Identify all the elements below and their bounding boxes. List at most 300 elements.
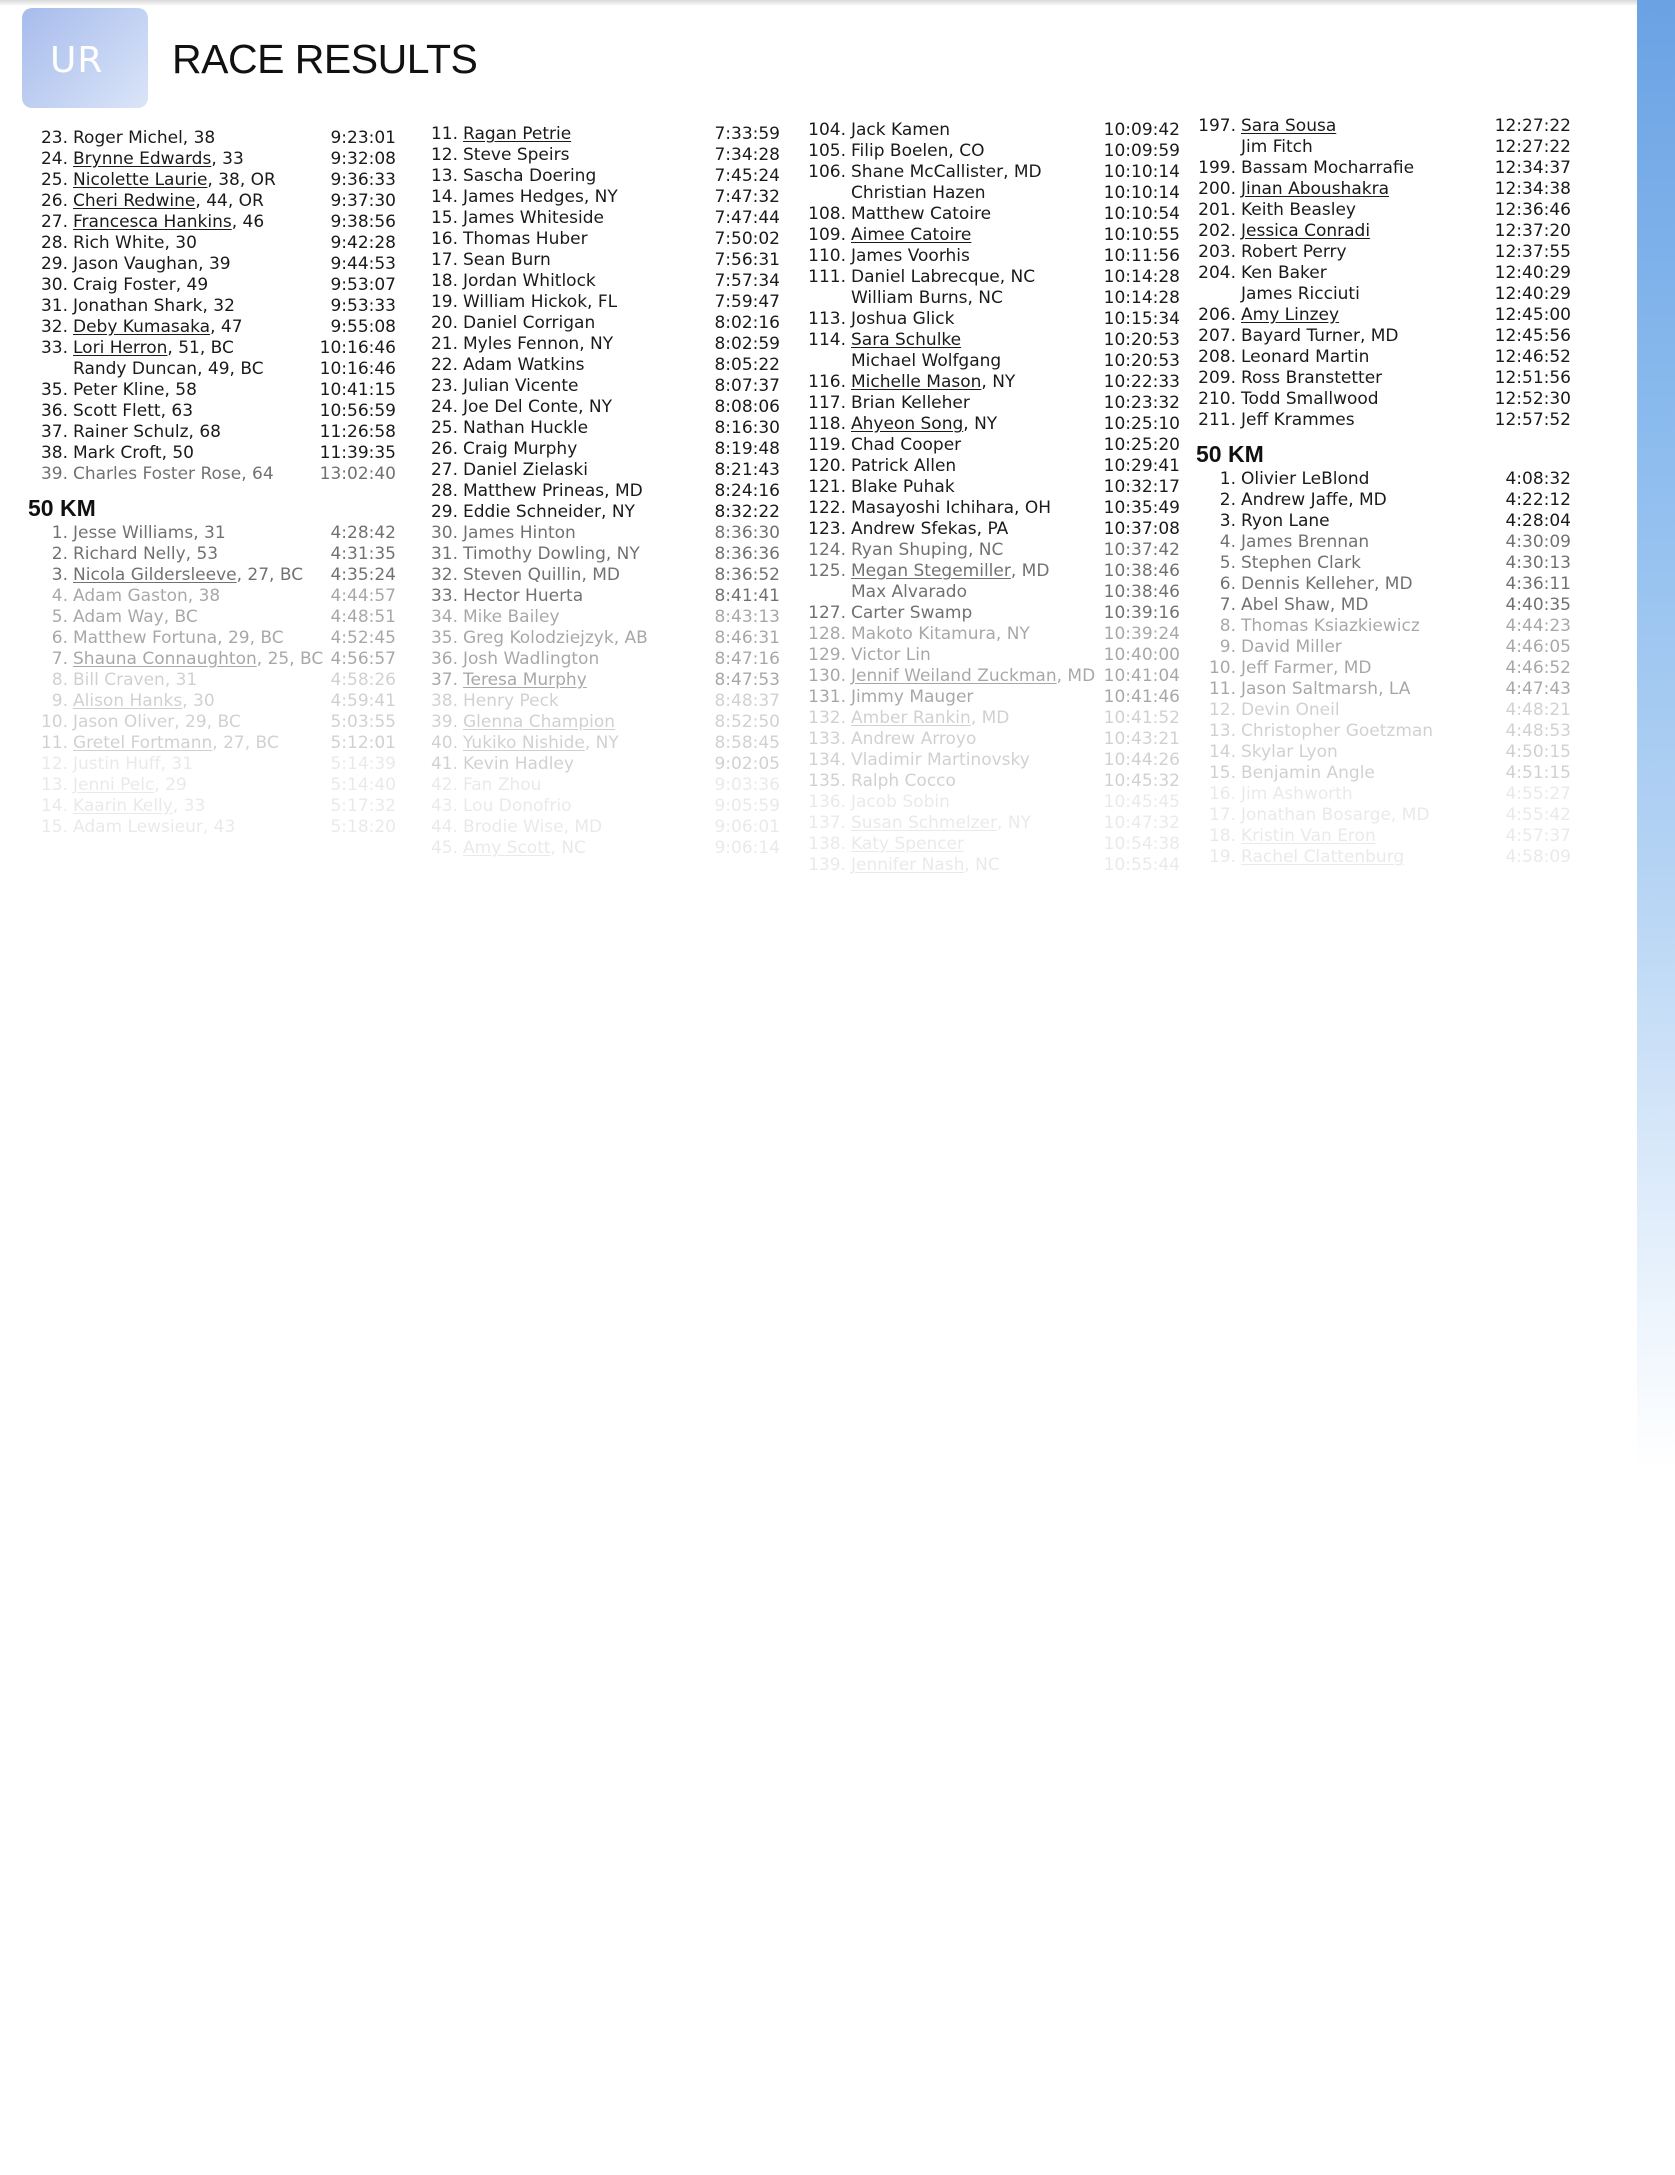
result-row [806, 771, 1180, 792]
runner-name: Henry Peck [463, 691, 559, 711]
result-place: 211. [1198, 410, 1236, 430]
runner-name: Jim Fitch [1241, 137, 1313, 157]
finish-time: 9:32:08 [330, 149, 396, 169]
runner-name: Jessica Conradi [1241, 221, 1371, 241]
result-place: 17. [430, 250, 458, 270]
finish-time: 7:59:47 [714, 292, 780, 312]
result-row [418, 586, 780, 607]
result-place: 19. [1208, 847, 1236, 867]
result-place: 15. [40, 817, 68, 837]
result-place: 6. [1219, 574, 1236, 594]
result-row [1196, 200, 1571, 221]
result-row [418, 838, 780, 859]
runner-name: Sean Burn [463, 250, 551, 270]
result-row [1196, 511, 1571, 532]
finish-time: 8:32:22 [714, 502, 780, 522]
finish-time: 9:06:14 [714, 838, 780, 858]
runner-name: Jason Saltmarsh [1241, 679, 1379, 699]
result-row [806, 141, 1180, 162]
result-row [1196, 763, 1571, 784]
finish-time: 4:44:57 [330, 586, 396, 606]
runner-name: Ryan Shuping [851, 540, 968, 560]
result-row [28, 149, 396, 170]
runner-details: , PA [976, 519, 1009, 539]
runner-details: , 46 [231, 212, 265, 232]
finish-time: 9:38:56 [330, 212, 396, 232]
runner-name: Jack Kamen [851, 120, 951, 140]
result-place: 33. [40, 338, 68, 358]
finish-time: 10:37:08 [1103, 519, 1180, 539]
result-row [28, 817, 396, 838]
result-place: 11. [430, 124, 458, 144]
runner-name: Joe Del Conte [463, 397, 579, 417]
finish-time: 8:24:16 [714, 481, 780, 501]
runner-name: Kaarin Kelly [73, 796, 173, 816]
result-place: 7. [1219, 595, 1236, 615]
finish-time: 4:55:42 [1505, 805, 1571, 825]
runner-name: Rachel Clattenburg [1241, 847, 1405, 867]
result-place: 31. [40, 296, 68, 316]
runner-name: Greg Kolodziejzyk [463, 628, 614, 648]
runner-name: Christopher Goetzman [1241, 721, 1434, 741]
runner-details: , 68 [188, 422, 221, 442]
runner-name: Steven Quillin [463, 565, 582, 585]
result-place: 2. [51, 544, 68, 564]
runner-details: , 33 [211, 149, 244, 169]
result-row [418, 250, 780, 271]
runner-name: Jonathan Bosarge [1241, 805, 1391, 825]
result-place: 24. [40, 149, 68, 169]
result-row [1196, 389, 1571, 410]
result-place: 18. [430, 271, 458, 291]
result-row [1196, 305, 1571, 326]
result-place: 9. [1219, 637, 1236, 657]
result-row [28, 128, 396, 149]
finish-time: 10:20:53 [1103, 351, 1180, 371]
runner-details: , 38 [182, 128, 216, 148]
runner-name: Sascha Doering [463, 166, 597, 186]
runner-name: Gretel Fortmann [73, 733, 213, 753]
runner-name: Jonathan Shark [73, 296, 203, 316]
finish-time: 10:22:33 [1103, 372, 1180, 392]
logo-text: UR [50, 40, 104, 81]
finish-time: 4:58:26 [330, 670, 396, 690]
runner-name: Jennif Weiland Zuckman [851, 666, 1057, 686]
result-row [806, 540, 1180, 561]
runner-name: Richard Nelly [73, 544, 186, 564]
finish-time: 4:46:52 [1505, 658, 1571, 678]
runner-name: Masayoshi Ichihara [851, 498, 1015, 518]
result-row [28, 544, 396, 565]
runner-details: , NY [995, 624, 1030, 644]
result-place: 135. [808, 771, 846, 791]
result-place: 206. [1198, 305, 1236, 325]
runner-name: Bassam Mocharrafie [1241, 158, 1415, 178]
result-row [1196, 532, 1571, 553]
result-place: 18. [1208, 826, 1236, 846]
finish-time: 10:16:46 [319, 359, 396, 379]
finish-time: 11:26:58 [319, 422, 396, 442]
runner-name: Michael Wolfgang [851, 351, 1002, 371]
runner-name: Roger Michel [73, 128, 183, 148]
result-row [1196, 574, 1571, 595]
result-place: 16. [1208, 784, 1236, 804]
result-place: 25. [430, 418, 458, 438]
finish-time: 4:47:43 [1505, 679, 1571, 699]
finish-time: 10:47:32 [1103, 813, 1180, 833]
finish-time: 10:29:41 [1103, 456, 1180, 476]
runner-name: Yukiko Nishide [463, 733, 585, 753]
result-place: 43. [430, 796, 458, 816]
finish-time: 7:56:31 [714, 250, 780, 270]
result-row [28, 649, 396, 670]
runner-details: , AB [613, 628, 648, 648]
runner-name: Jimmy Mauger [851, 687, 974, 707]
runner-name: Scott Flett [73, 401, 161, 421]
result-row [418, 628, 780, 649]
result-place: 33. [430, 586, 458, 606]
result-row [1196, 700, 1571, 721]
runner-details: , NC [967, 288, 1003, 308]
runner-name: Charles Foster Rose [73, 464, 242, 484]
finish-time: 8:19:48 [714, 439, 780, 459]
runner-details: , MD [1332, 658, 1372, 678]
result-row [28, 607, 396, 628]
finish-time: 8:36:36 [714, 544, 780, 564]
runner-details: , 47 [210, 317, 243, 337]
finish-time: 11:39:35 [319, 443, 396, 463]
finish-time: 10:35:49 [1103, 498, 1180, 518]
runner-name: Jinan Aboushakra [1241, 179, 1390, 199]
runner-name: David Miller [1241, 637, 1342, 657]
runner-details: , NY [584, 733, 619, 753]
result-row [28, 317, 396, 338]
result-place: 21. [430, 334, 458, 354]
runner-details: , NC [967, 540, 1004, 560]
finish-time: 10:09:59 [1103, 141, 1180, 161]
runner-details: , 29 [154, 775, 187, 795]
finish-time: 8:41:41 [714, 586, 780, 606]
finish-time: 9:02:05 [714, 754, 780, 774]
result-place: 109. [808, 225, 846, 245]
result-row [418, 271, 780, 292]
result-place: 120. [808, 456, 846, 476]
finish-time: 4:08:32 [1505, 469, 1571, 489]
result-row [806, 267, 1180, 288]
finish-time: 7:47:44 [714, 208, 780, 228]
runner-name: Nicolette Laurie [73, 170, 208, 190]
result-place: 133. [808, 729, 846, 749]
runner-name: William Burns [851, 288, 968, 308]
runner-name: Julian Vicente [463, 376, 579, 396]
runner-details: , FL [587, 292, 618, 312]
runner-details: , CO [948, 141, 985, 161]
result-row [806, 561, 1180, 582]
page-edge-gradient [1637, 0, 1675, 1470]
result-place: 125. [808, 561, 846, 581]
result-place: 11. [40, 733, 68, 753]
result-place: 2. [1219, 490, 1236, 510]
result-row [418, 439, 780, 460]
runner-name: Thomas Huber [463, 229, 588, 249]
result-place: 116. [808, 372, 846, 392]
result-place: 6. [51, 628, 68, 648]
runner-details: , 27, BC [236, 565, 304, 585]
result-place: 113. [808, 309, 846, 329]
result-row [1196, 826, 1571, 847]
result-row [418, 691, 780, 712]
result-place: 16. [430, 229, 458, 249]
result-place: 35. [40, 380, 68, 400]
finish-time: 4:58:09 [1505, 847, 1571, 867]
finish-time: 12:51:56 [1494, 368, 1571, 388]
finish-time: 8:02:16 [714, 313, 780, 333]
result-row [28, 523, 396, 544]
runner-details: , LA [1378, 679, 1411, 699]
finish-time: 12:40:29 [1494, 284, 1571, 304]
result-row [1196, 553, 1571, 574]
result-row [418, 607, 780, 628]
runner-details: , NY [963, 414, 998, 434]
finish-time: 10:15:34 [1103, 309, 1180, 329]
result-place: 131. [808, 687, 846, 707]
result-place: 38. [40, 443, 68, 463]
result-place: 19. [430, 292, 458, 312]
finish-time: 9:55:08 [330, 317, 396, 337]
result-row [806, 435, 1180, 456]
finish-time: 12:37:55 [1494, 242, 1571, 262]
runner-details: , 49, BC [197, 359, 264, 379]
runner-name: Jesse Williams [73, 523, 194, 543]
result-row [1196, 179, 1571, 200]
finish-time: 8:07:37 [714, 376, 780, 396]
result-place: 11. [1208, 679, 1236, 699]
finish-time: 10:41:04 [1103, 666, 1180, 686]
runner-name: Deby Kumasaka [73, 317, 211, 337]
result-place: 39. [430, 712, 458, 732]
runner-name: Olivier LeBlond [1241, 469, 1370, 489]
result-place: 27. [40, 212, 68, 232]
finish-time: 12:45:00 [1494, 305, 1571, 325]
result-row [1196, 137, 1571, 158]
runner-name: Filip Boelen [851, 141, 949, 161]
runner-details: , 53 [185, 544, 219, 564]
result-place: 35. [430, 628, 458, 648]
result-row [1196, 679, 1571, 700]
result-place: 12. [40, 754, 68, 774]
finish-time: 12:52:30 [1494, 389, 1571, 409]
result-place: 8. [51, 670, 68, 690]
result-place: 3. [51, 565, 68, 585]
result-row [806, 204, 1180, 225]
result-place: 137. [808, 813, 846, 833]
runner-name: Ralph Cocco [851, 771, 956, 791]
finish-time: 12:27:22 [1494, 116, 1571, 136]
runner-name: William Hickok [463, 292, 588, 312]
runner-name: Shauna Connaughton [73, 649, 257, 669]
runner-name: Brian Kelleher [851, 393, 970, 413]
result-place: 40. [430, 733, 458, 753]
result-place: 14. [40, 796, 68, 816]
finish-time: 4:35:24 [330, 565, 396, 585]
runner-details: , MD [563, 817, 603, 837]
results-column-3 [806, 120, 1180, 876]
result-place: 32. [40, 317, 68, 337]
results-list-50km [1196, 469, 1571, 868]
runner-name: Jeff Farmer [1241, 658, 1333, 678]
result-row [806, 288, 1180, 309]
finish-time: 10:40:00 [1103, 645, 1180, 665]
runner-name: Josh Wadlington [463, 649, 600, 669]
finish-time: 4:55:27 [1505, 784, 1571, 804]
result-place: 130. [808, 666, 846, 686]
finish-time: 5:17:32 [330, 796, 396, 816]
result-row [1196, 410, 1571, 431]
runner-name: Dennis Kelleher [1241, 574, 1374, 594]
result-row [418, 481, 780, 502]
results-list [806, 120, 1180, 876]
runner-details: , MD [1056, 666, 1096, 686]
finish-time: 10:10:14 [1103, 162, 1180, 182]
result-place: 29. [430, 502, 458, 522]
finish-time: 10:10:55 [1103, 225, 1180, 245]
result-row [418, 460, 780, 481]
finish-time: 12:36:46 [1494, 200, 1571, 220]
finish-time: 9:37:30 [330, 191, 396, 211]
result-place: 30. [40, 275, 68, 295]
runner-name: Mark Croft [73, 443, 162, 463]
section-heading-50km: 50 KM [1196, 441, 1264, 467]
runner-name: Patrick Allen [851, 456, 957, 476]
page-top-shadow [0, 0, 1637, 6]
result-row [1196, 347, 1571, 368]
result-row [418, 712, 780, 733]
results-list [1196, 116, 1571, 431]
result-place: 134. [808, 750, 846, 770]
result-place: 209. [1198, 368, 1236, 388]
runner-name: Victor Lin [851, 645, 931, 665]
runner-name: Myles Fennon [463, 334, 580, 354]
runner-name: Lori Herron [73, 338, 168, 358]
result-place: 1. [1219, 469, 1236, 489]
runner-name: Matthew Catoire [851, 204, 992, 224]
finish-time: 4:40:35 [1505, 595, 1571, 615]
finish-time: 5:14:39 [330, 754, 396, 774]
result-place: 10. [1208, 658, 1236, 678]
finish-time: 10:41:15 [319, 380, 396, 400]
finish-time: 10:54:38 [1103, 834, 1180, 854]
finish-time: 8:58:45 [714, 733, 780, 753]
result-place: 3. [1219, 511, 1236, 531]
runner-name: Devin Oneil [1241, 700, 1340, 720]
result-row [806, 582, 1180, 603]
result-place: 14. [430, 187, 458, 207]
finish-time: 12:34:38 [1494, 179, 1571, 199]
result-row [806, 792, 1180, 813]
result-row [806, 309, 1180, 330]
finish-time: 4:44:23 [1505, 616, 1571, 636]
result-place: 9. [51, 691, 68, 711]
runner-name: Randy Duncan [73, 359, 198, 379]
finish-time: 4:48:53 [1505, 721, 1571, 741]
runner-name: Timothy Dowling [463, 544, 606, 564]
result-row [28, 380, 396, 401]
runner-details: , 25, BC [256, 649, 324, 669]
runner-details: , MD [1359, 326, 1399, 346]
runner-name: Amy Linzey [1241, 305, 1340, 325]
result-row [418, 229, 780, 250]
finish-time: 4:36:11 [1505, 574, 1571, 594]
result-place: 20. [430, 313, 458, 333]
result-row [806, 624, 1180, 645]
result-place: 25. [40, 170, 68, 190]
runner-details: , NY [981, 372, 1016, 392]
result-row [418, 355, 780, 376]
runner-name: Brynne Edwards [73, 149, 212, 169]
finish-time: 12:37:20 [1494, 221, 1571, 241]
runner-details: , 63 [160, 401, 194, 421]
result-row [28, 170, 396, 191]
finish-time: 10:45:45 [1103, 792, 1180, 812]
finish-time: 10:37:42 [1103, 540, 1180, 560]
result-place: 202. [1198, 221, 1236, 241]
result-place: 27. [430, 460, 458, 480]
finish-time: 8:46:31 [714, 628, 780, 648]
result-place: 132. [808, 708, 846, 728]
runner-name: Rich White [73, 233, 165, 253]
runner-name: Andrew Jaffe [1241, 490, 1349, 510]
result-place: 45. [430, 838, 458, 858]
result-place: 129. [808, 645, 846, 665]
result-row [418, 754, 780, 775]
result-place: 22. [430, 355, 458, 375]
runner-details: , 33 [172, 796, 206, 816]
result-place: 201. [1198, 200, 1236, 220]
finish-time: 10:09:42 [1103, 120, 1180, 140]
result-place: 17. [1208, 805, 1236, 825]
runner-name: James Brennan [1241, 532, 1370, 552]
result-row [1196, 158, 1571, 179]
result-place: 122. [808, 498, 846, 518]
result-row [806, 414, 1180, 435]
runner-name: Andrew Sfekas [851, 519, 977, 539]
runner-details: , 43 [202, 817, 236, 837]
result-place: 110. [808, 246, 846, 266]
runner-name: Ken Baker [1241, 263, 1327, 283]
finish-time: 5:03:55 [330, 712, 396, 732]
finish-time: 5:14:40 [330, 775, 396, 795]
finish-time: 8:36:52 [714, 565, 780, 585]
result-row [1196, 847, 1571, 868]
runner-name: Matthew Prineas [463, 481, 605, 501]
runner-name: Amy Scott [463, 838, 551, 858]
finish-time: 10:25:20 [1103, 435, 1180, 455]
result-place: 106. [808, 162, 846, 182]
result-place: 13. [430, 166, 458, 186]
finish-time: 7:57:34 [714, 271, 780, 291]
runner-name: Hector Huerta [463, 586, 584, 606]
finish-time: 10:32:17 [1103, 477, 1180, 497]
finish-time: 10:14:28 [1103, 288, 1180, 308]
result-place: 7. [51, 649, 68, 669]
result-place: 39. [40, 464, 68, 484]
runner-name: Kevin Hadley [463, 754, 574, 774]
result-row [806, 330, 1180, 351]
result-place: 42. [430, 775, 458, 795]
result-row [418, 418, 780, 439]
result-row [1196, 805, 1571, 826]
result-row [418, 523, 780, 544]
